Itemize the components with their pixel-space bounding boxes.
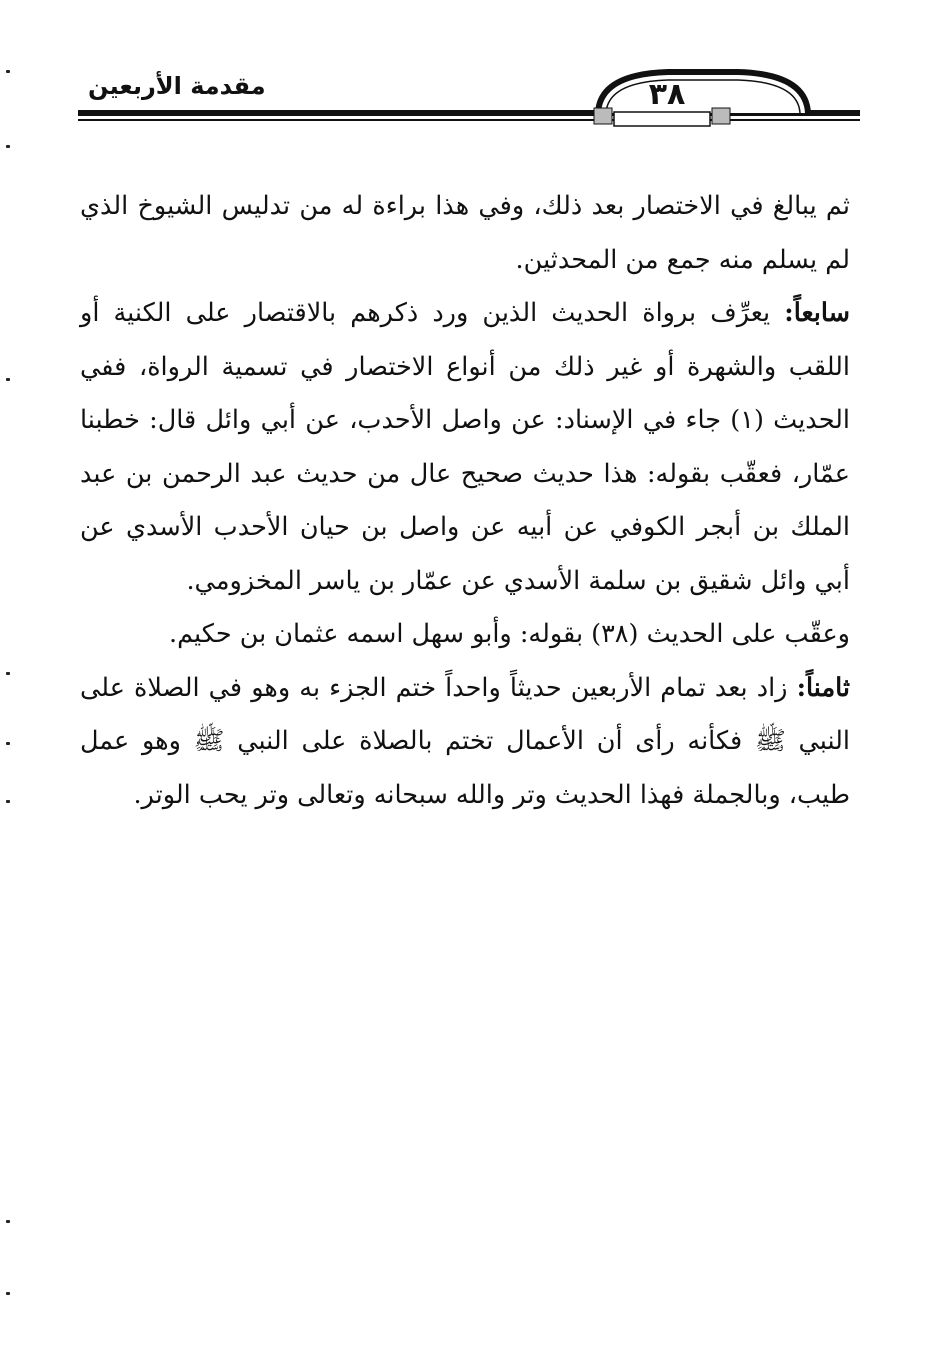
running-header-title: مقدمة الأربعين <box>88 72 266 100</box>
paragraph-3: وعقّب على الحديث (٣٨) بقوله: وأبو سهل اسمه عثمان بن حكيم. <box>168 619 850 649</box>
scan-speck <box>6 1292 10 1295</box>
paragraph-4 <box>80 662 850 823</box>
paragraph-2-label: سابعاً: <box>784 298 850 328</box>
scan-speck <box>6 145 10 148</box>
paragraph-1: ثم يبالغ في الاختصار بعد ذلك، وفي هذا براءة له من تدليس الشيوخ الذي لم يسلم منه جمع من المحدثين. <box>80 191 850 275</box>
scan-speck <box>6 742 10 745</box>
scan-speck <box>6 70 10 73</box>
scan-speck <box>6 672 10 675</box>
scan-speck <box>6 378 10 381</box>
paragraph-4-label: ثامناً: <box>796 672 850 703</box>
scan-speck <box>6 800 10 803</box>
paragraph-2 <box>80 287 850 608</box>
page-number: ٣٨ <box>648 77 686 112</box>
paragraph-2-text: يعرِّف برواة الحديث الذين ورد ذكرهم بالاقتصار على الكنية أو اللقب والشهرة أو غير ذلك من أنواع الاختصار في تسمية الرواة، ففي الحديث (١) جاء في الإسناد: عن واصل الأحدب، عن أبي وائل قال: خطبنا عمّار، فعقّب بقوله: هذا حديث صحيح عال من حديث عبد الرحمن بن عبد الملك بن أبجر الكوفي عن أبيه عن واصل بن حيان الأحدب الأسدي عن أبي وائل شقيق بن سلمة الأسدي عن عمّار بن ياسر المخزومي. <box>80 298 851 596</box>
scan-speck <box>6 1220 10 1223</box>
page-body <box>80 180 850 822</box>
paragraph-4-text: زاد بعد تمام الأربعين حديثاً واحداً ختم الجزء به وهو في الصلاة على النبي ﷺ فكأنه رأى أن الأعمال تختم بالصلاة على النبي ﷺ وهو عمل طيب، وبالجملة فهذا الحديث وتر والله سبحانه وتعالى وتر يحب الوتر. <box>80 672 850 810</box>
